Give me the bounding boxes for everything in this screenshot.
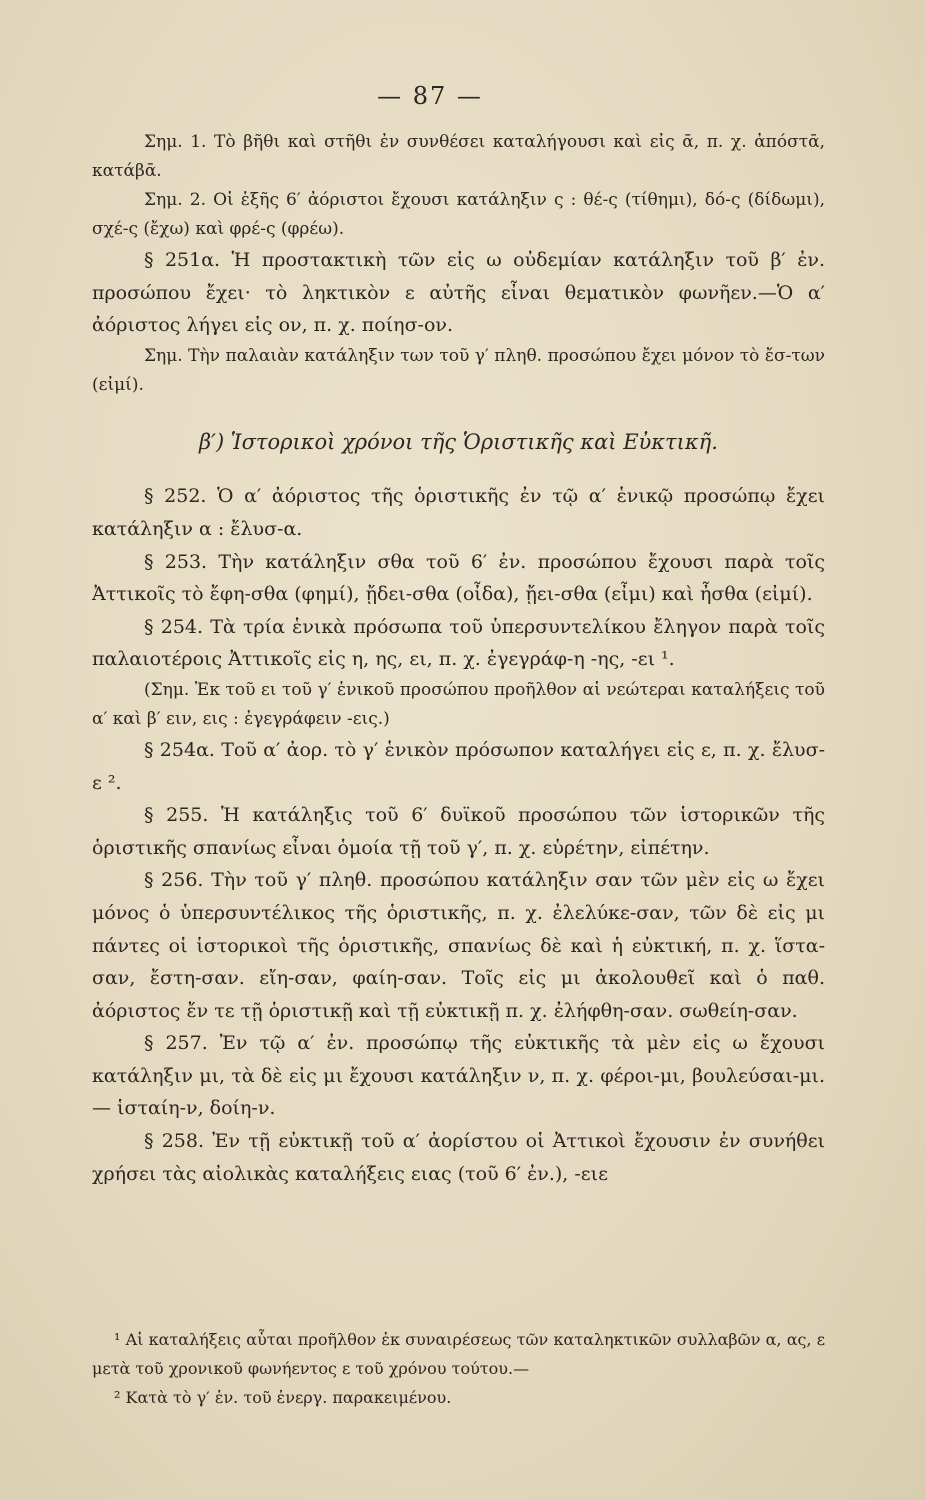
note-2: Σημ. 2. Οἱ ἑξῆς 6′ ἀόριστοι ἔχουσι κατάληξιν ς : θέ-ς (τίθημι), δό-ς (δίδωμι), σχέ-ς (ἔχω) καὶ φρέ-ς (φρέω).: [92, 190, 825, 239]
section-255: § 255. Ἡ κατάληξις τοῦ 6′ δυϊκοῦ προσώπου τῶν ἱστορικῶν τῆς ὁριστικῆς σπανίως εἶναι ὁμοία τῇ τοῦ γ′, π. χ. εὑρέτην, εἰπέτην.: [92, 804, 825, 859]
section-254: § 254. Τὰ τρία ἑνικὰ πρόσωπα τοῦ ὑπερσυντελίκου ἔληγον παρὰ τοῖς παλαιοτέροις Ἀττικοῖς εἰς η, ης, ει, π. χ. ἐγεγράφ-η -ης, -ει ¹.: [92, 615, 825, 671]
section-256: § 256. Τὴν τοῦ γ′ πληθ. προσώπου κατάληξιν σαν τῶν μὲν εἰς ω ἔχει μόνος ὁ ὑπερσυντέλικος τῆς ὁριστικῆς, π. χ. ἐλελύκε-σαν, τῶν δὲ εἰς μι πάντες οἱ ἱστορικοὶ τῆς ὁριστικῆς, σπανίως δὲ καὶ ἡ εὐκτική, π. χ. ἵστα-σαν, ἔστη-σαν. εἴη-σαν, φαίη-σαν. Τοῖς εἰς μι ἀκολουθεῖ καὶ ὁ παθ. ἀόριστος ἔν τε τῇ ὁριστικῇ καὶ τῇ εὐκτικῇ π. χ. ἐλήφθη-σαν. σωθείη-σαν.: [92, 869, 825, 1022]
section-257: § 257. Ἐν τῷ α′ ἐν. προσώπῳ τῆς εὐκτικῆς τὰ μὲν εἰς ω ἔχουσι κατάληξιν μι, τὰ δὲ εἰς μι ἔχουσι κατάληξιν ν, π. χ. φέροι-μι, βουλεύσαι-μι.— ἱσταίη-ν, δοίη-ν.: [92, 1032, 825, 1120]
section-252: § 252. Ὁ α′ ἀόριστος τῆς ὁριστικῆς ἐν τῷ α′ ἑνικῷ προσώπῳ ἔχει κατάληξιν α : ἔλυσ-α.: [92, 485, 825, 540]
section-heading: β′) Ἱστορικοὶ χρόνοι τῆς Ὁριστικῆς καὶ Εὐκτικῆ.: [199, 429, 718, 454]
section-251a: § 251α. Ἡ προστακτικὴ τῶν εἰς ω οὐδεμίαν κατάληξιν τοῦ β′ ἐν. προσώπου ἔχει· τὸ ληκτικὸν ε αὐτῆς εἶναι θεματικὸν φωνῆεν.—Ὁ α′ ἀόριστος λήγει εἰς ον, π. χ. ποίησ-ον.: [92, 249, 825, 337]
footnote-2: ² Κατὰ τὸ γ′ ἐν. τοῦ ἐνεργ. παρακειμένου.: [114, 1388, 452, 1407]
footnotes: [92, 1325, 825, 1412]
note-3: Σημ. Τὴν παλαιὰν κατάληξιν των τοῦ γ′ πληθ. προσώπου ἔχει μόνον τὸ ἔσ-των (εἰμί).: [92, 345, 825, 395]
section-254a: § 254α. Τοῦ α′ ἀορ. τὸ γ′ ἑνικὸν πρόσωπον καταλήγει εἰς ε, π. χ. ἔλυσ-ε ².: [92, 738, 825, 794]
page-body: [92, 128, 825, 1190]
section-253: § 253. Τὴν κατάληξιν σθα τοῦ 6′ ἐν. προσώπου ἔχουσι παρὰ τοῖς Ἀττικοῖς τὸ ἔφη-σθα (φημί), ᾔδει-σθα (οἶδα), ᾔει-σθα (εἶμι) καὶ ἦσθα (εἰμί).: [92, 550, 825, 606]
note-4: (Σημ. Ἐκ τοῦ ει τοῦ γ′ ἑνικοῦ προσώπου προῆλθον αἱ νεώτεραι καταλήξεις τοῦ α′ καὶ β′ ειν, εις : ἐγεγράφειν -εις.): [92, 679, 825, 729]
note-1: Σημ. 1. Τὸ βῆθι καὶ στῆθι ἐν συνθέσει καταλήγουσι καὶ εἰς ᾱ, π. χ. ἀπόστᾱ, κατάβᾱ.: [92, 132, 825, 181]
section-258: § 258. Ἐν τῇ εὐκτικῇ τοῦ α′ ἀορίστου οἱ Ἀττικοὶ ἔχουσιν ἐν συνήθει χρήσει τὰς αἰολικὰς καταλήξεις ειας (τοῦ 6′ ἐν.), -ειε: [92, 1130, 825, 1185]
page-number: — 87 —: [377, 82, 483, 110]
footnote-1: ¹ Αἱ καταλήξεις αὗται προῆλθον ἐκ συναιρέσεως τῶν καταληκτικῶν συλλαβῶν α, ας, ε μετὰ τοῦ χρονικοῦ φωνήεντος ε τοῦ χρόνου τούτου.—: [92, 1330, 825, 1378]
